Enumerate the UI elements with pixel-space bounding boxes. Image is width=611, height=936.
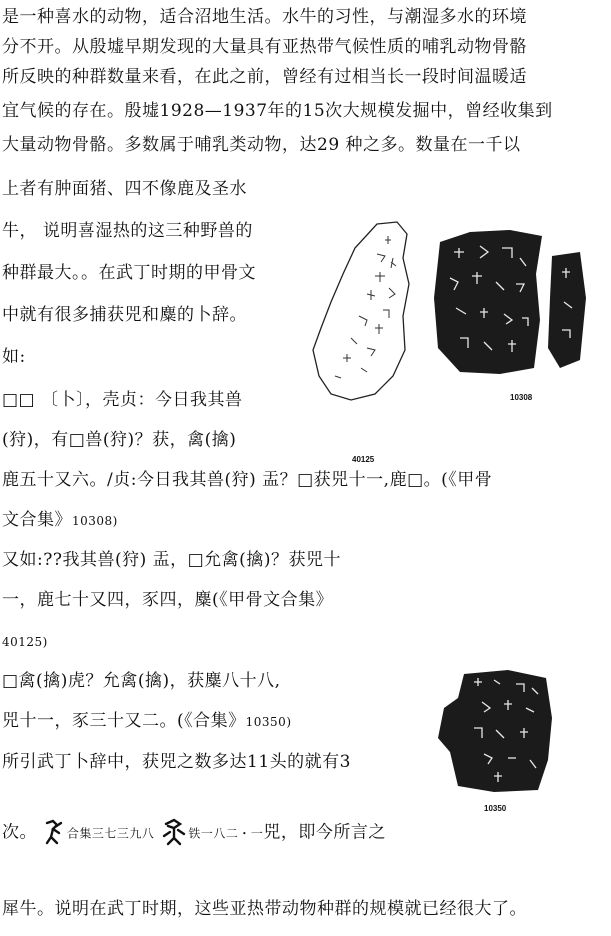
text-line-14-main: 文合集》 (2, 510, 72, 530)
figure-caption-10350: 10350 (484, 804, 507, 813)
text-line-5: 大量动物骨骼。多数属于哺乳类动物，达29 种之多。数量在一千以 (2, 135, 521, 155)
oracle-bone-rubbing-10350 (434, 668, 559, 793)
text-line-17 (2, 630, 48, 653)
text-line-18: □禽(擒)虎？允禽(擒)，获麋八十八, (2, 671, 281, 691)
text-line-21-end: ，即今所言之 (280, 822, 386, 843)
text-line-1: 是一种喜水的动物，适合沼地生活。水牛的习性，与潮湿多水的环境 (2, 7, 527, 27)
citation-number: 10308) (72, 514, 118, 528)
text-line-13: 鹿五十又六。/贞:今日我其兽(狩) 盂？□获兕十一,鹿□。(《甲骨 (2, 470, 493, 490)
text-line-3: 所反映的种群数量来看，在此之前，曾经有过相当长一段时间温暖适 (2, 67, 527, 87)
oracle-bone-drawing-40125 (305, 218, 425, 403)
text-line-21 (2, 818, 386, 848)
text-line-19 (2, 710, 292, 733)
text-line-2: 分不开。从殷墟早期发现的大量具有亚热带气候性质的哺乳动物骨骼 (2, 37, 527, 57)
text-line-8: 种群最大。。在武丁时期的甲骨文 (2, 263, 256, 283)
text-line-14 (2, 509, 118, 532)
citation-number: 10350) (245, 715, 292, 729)
citation-number: 40125) (2, 635, 48, 649)
text-line-6: 上者有肿面猪、四不像鹿及圣水 (2, 179, 247, 199)
text-line-15: 又如:??我其兽(狩) 盂，□允禽(擒)？获兕十 (2, 550, 341, 570)
text-line-20: 所引武丁卜辞中，获兕之数多达11头的就有3 (2, 752, 351, 772)
text-line-11: □□ 〔卜〕，壳贞：今日我其兽 (2, 390, 243, 410)
text-line-10: 如: (2, 347, 26, 367)
inline-reference-1: 合集三七三九八 (66, 826, 155, 841)
text-line-16: 一，鹿七十又四，豕四，麋(《甲骨文合集》 (2, 590, 334, 610)
text-line-22: 犀牛。说明在武丁时期，这些亚热带动物种群的规模就已经很大了。 (2, 899, 527, 919)
inline-reference-2-tail: 兕 (263, 822, 281, 843)
text-line-21-start: 次。 (2, 822, 37, 843)
figure-caption-40125: 40125 (352, 455, 375, 464)
figure-caption-10308: 10308 (510, 393, 533, 402)
inline-reference-2: 铁一八二・一 (188, 826, 264, 841)
text-line-7: 牛， 说明喜湿热的这三种野兽的 (2, 221, 253, 241)
text-line-9: 中就有很多捕获兕和麋的卜辞。 (2, 305, 247, 325)
oracle-bone-rubbing-10308 (430, 228, 590, 378)
text-line-4: 宜气候的存在。殷墟1928—1937年的15次大规模发掘中，曾经收集到 (2, 101, 553, 121)
text-line-12: (狩)，有□兽(狩)？获，禽(擒) (2, 430, 237, 450)
oracle-glyph-icon (43, 819, 67, 847)
text-line-19-main: 兕十一，豕三十又二。(《合集》 (2, 711, 246, 731)
oracle-glyph-icon (160, 818, 188, 848)
